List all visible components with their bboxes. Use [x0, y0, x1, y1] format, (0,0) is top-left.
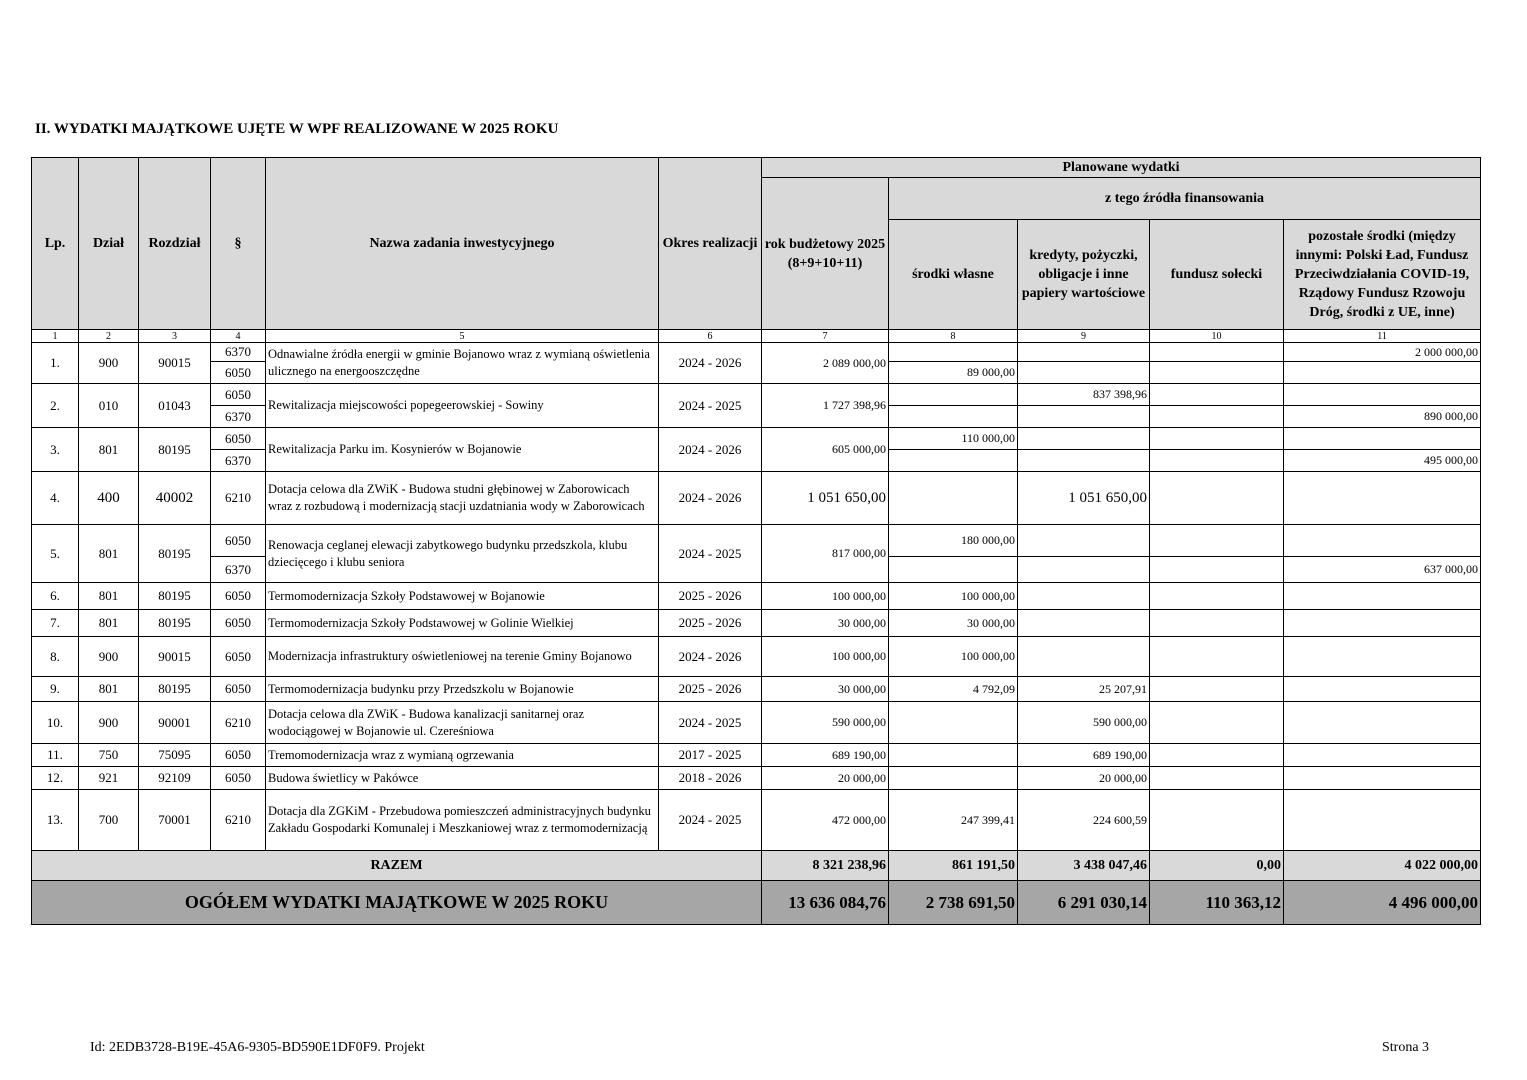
row-dzial: 900 [79, 343, 139, 384]
row-okres: 2024 - 2026 [659, 343, 762, 384]
row-fs [1150, 702, 1284, 744]
row-paragraf: 6050 [211, 637, 266, 677]
row-rozdzial: 01043 [139, 384, 211, 428]
row-nazwa: Termomodernizacja budynku przy Przedszkolu w Bojanowie [266, 677, 659, 702]
column-number: 5 [266, 330, 659, 343]
razem-fs: 0,00 [1150, 851, 1284, 881]
row-rok: 590 000,00 [762, 702, 889, 744]
table-row [32, 637, 1481, 677]
row-lp: 2. [32, 384, 79, 428]
row-rozdzial: 80195 [139, 583, 211, 610]
row-fs [1150, 767, 1284, 790]
razem-rok: 8 321 238,96 [762, 851, 889, 881]
row-fs [1150, 428, 1284, 450]
row-po [1284, 362, 1481, 384]
row-fs [1150, 362, 1284, 384]
table-row [32, 767, 1481, 790]
row-dzial: 700 [79, 790, 139, 851]
row-kr [1018, 450, 1150, 472]
table-row [32, 790, 1481, 851]
row-kr [1018, 583, 1150, 610]
table-row [32, 702, 1481, 744]
row-rok: 20 000,00 [762, 767, 889, 790]
table-row [32, 744, 1481, 767]
header-nazwa: Nazwa zadania inwestycyjnego [266, 158, 659, 330]
razem-kr: 3 438 047,46 [1018, 851, 1150, 881]
column-number: 4 [211, 330, 266, 343]
row-kr [1018, 428, 1150, 450]
row-kr: 590 000,00 [1018, 702, 1150, 744]
row-lp: 7. [32, 610, 79, 637]
row-fs [1150, 406, 1284, 428]
table-row [32, 583, 1481, 610]
row-nazwa: Budowa świetlicy w Pakówce [266, 767, 659, 790]
row-rozdzial: 90015 [139, 343, 211, 384]
footer-page: Strona 3 [1382, 1040, 1430, 1055]
row-sw: 89 000,00 [889, 362, 1018, 384]
header-paragraf: § [211, 158, 266, 330]
header-fundusz: fundusz sołecki [1150, 220, 1284, 330]
row-po [1284, 384, 1481, 406]
row-sw [889, 450, 1018, 472]
row-paragraf: 6050 [211, 767, 266, 790]
row-fs [1150, 744, 1284, 767]
footer-id: Id: 2EDB3728-B19E-45A6-9305-BD590E1DF0F9. Projekt [90, 1040, 425, 1055]
row-lp: 5. [32, 525, 79, 583]
row-dzial: 010 [79, 384, 139, 428]
row-po [1284, 525, 1481, 557]
row-paragraf: 6050 [211, 525, 266, 557]
row-kr: 224 600,59 [1018, 790, 1150, 851]
column-number: 3 [139, 330, 211, 343]
row-okres: 2024 - 2025 [659, 525, 762, 583]
row-lp: 10. [32, 702, 79, 744]
row-po [1284, 472, 1481, 525]
row-dzial: 400 [79, 472, 139, 525]
column-number: 2 [79, 330, 139, 343]
row-okres: 2024 - 2025 [659, 702, 762, 744]
row-sw [889, 767, 1018, 790]
row-fs [1150, 525, 1284, 557]
row-paragraf: 6050 [211, 362, 266, 384]
row-rok: 30 000,00 [762, 610, 889, 637]
row-nazwa: Dotacja celowa dla ZWiK - Budowa studni głębinowej w Zaborowicach wraz z rozbudową i modernizacją stacji uzdatniania wody w Zaborowicach [266, 472, 659, 525]
row-sw: 100 000,00 [889, 637, 1018, 677]
row-sw: 4 792,09 [889, 677, 1018, 702]
table-row [32, 384, 1481, 406]
row-nazwa: Rewitalizacja miejscowości popegeerowskiej - Sowiny [266, 384, 659, 428]
row-lp: 11. [32, 744, 79, 767]
row-dzial: 900 [79, 637, 139, 677]
row-okres: 2017 - 2025 [659, 744, 762, 767]
column-number: 11 [1284, 330, 1481, 343]
row-kr [1018, 525, 1150, 557]
column-number: 7 [762, 330, 889, 343]
row-lp: 8. [32, 637, 79, 677]
row-okres: 2025 - 2026 [659, 677, 762, 702]
row-rok: 100 000,00 [762, 637, 889, 677]
row-rok: 100 000,00 [762, 583, 889, 610]
row-rozdzial: 70001 [139, 790, 211, 851]
row-okres: 2024 - 2025 [659, 790, 762, 851]
row-rok: 817 000,00 [762, 525, 889, 583]
column-number: 9 [1018, 330, 1150, 343]
row-dzial: 801 [79, 525, 139, 583]
row-rozdzial: 80195 [139, 525, 211, 583]
row-paragraf: 6050 [211, 677, 266, 702]
table-row [32, 610, 1481, 637]
row-rozdzial: 80195 [139, 428, 211, 472]
row-nazwa: Termomodernizacja Szkoły Podstawowej w Golinie Wielkiej [266, 610, 659, 637]
table-row [32, 677, 1481, 702]
row-nazwa: Renowacja ceglanej elewacji zabytkowego budynku przedszkola, klubu dziecięcego i klubu seniora [266, 525, 659, 583]
row-lp: 9. [32, 677, 79, 702]
ogolem-label: OGÓŁEM WYDATKI MAJĄTKOWE W 2025 ROKU [32, 881, 762, 925]
row-po [1284, 610, 1481, 637]
row-sw: 30 000,00 [889, 610, 1018, 637]
ogolem-kr: 6 291 030,14 [1018, 881, 1150, 925]
row-po [1284, 767, 1481, 790]
row-okres: 2024 - 2026 [659, 428, 762, 472]
column-number: 8 [889, 330, 1018, 343]
row-paragraf: 6370 [211, 343, 266, 362]
row-paragraf: 6370 [211, 450, 266, 472]
row-rozdzial: 80195 [139, 610, 211, 637]
row-rok: 2 089 000,00 [762, 343, 889, 384]
row-kr [1018, 406, 1150, 428]
row-kr [1018, 343, 1150, 362]
table-row [32, 472, 1481, 525]
header-okres: Okres realizacji [659, 158, 762, 330]
row-po: 2 000 000,00 [1284, 343, 1481, 362]
row-dzial: 921 [79, 767, 139, 790]
row-kr [1018, 362, 1150, 384]
razem-po: 4 022 000,00 [1284, 851, 1481, 881]
row-rozdzial: 90001 [139, 702, 211, 744]
row-lp: 12. [32, 767, 79, 790]
row-fs [1150, 583, 1284, 610]
row-rozdzial: 40002 [139, 472, 211, 525]
row-sw: 247 399,41 [889, 790, 1018, 851]
row-rok: 605 000,00 [762, 428, 889, 472]
ogolem-fs: 110 363,12 [1150, 881, 1284, 925]
row-dzial: 750 [79, 744, 139, 767]
row-sw: 110 000,00 [889, 428, 1018, 450]
row-sw: 180 000,00 [889, 525, 1018, 557]
row-po [1284, 637, 1481, 677]
header-planowane: Planowane wydatki [762, 158, 1481, 178]
row-kr: 20 000,00 [1018, 767, 1150, 790]
table-row [32, 525, 1481, 557]
header-dzial: Dział [79, 158, 139, 330]
row-nazwa: Dotacja dla ZGKiM - Przebudowa pomieszczeń administracyjnych budynku Zakładu Gospodarki Komunalej i Meszkaniowej wraz z termomodernizacją [266, 790, 659, 851]
header-lp: Lp. [32, 158, 79, 330]
column-number: 10 [1150, 330, 1284, 343]
row-sw: 100 000,00 [889, 583, 1018, 610]
row-kr [1018, 610, 1150, 637]
row-paragraf: 6370 [211, 557, 266, 583]
row-po [1284, 428, 1481, 450]
row-fs [1150, 472, 1284, 525]
row-paragraf: 6050 [211, 610, 266, 637]
row-rozdzial: 80195 [139, 677, 211, 702]
row-po [1284, 677, 1481, 702]
row-sw [889, 406, 1018, 428]
row-kr: 25 207,91 [1018, 677, 1150, 702]
row-po [1284, 744, 1481, 767]
row-fs [1150, 557, 1284, 583]
row-fs [1150, 790, 1284, 851]
row-fs [1150, 677, 1284, 702]
row-kr [1018, 557, 1150, 583]
row-kr: 837 398,96 [1018, 384, 1150, 406]
header-srodki-wlasne: środki własne [889, 220, 1018, 330]
ogolem-sw: 2 738 691,50 [889, 881, 1018, 925]
ogolem-row [32, 881, 1481, 925]
row-paragraf: 6050 [211, 744, 266, 767]
row-paragraf: 6210 [211, 702, 266, 744]
row-po: 890 000,00 [1284, 406, 1481, 428]
row-po [1284, 790, 1481, 851]
row-paragraf: 6050 [211, 428, 266, 450]
row-kr: 1 051 650,00 [1018, 472, 1150, 525]
row-sw [889, 744, 1018, 767]
row-rozdzial: 92109 [139, 767, 211, 790]
row-paragraf: 6370 [211, 406, 266, 428]
row-dzial: 801 [79, 677, 139, 702]
header-rok: rok budżetowy 2025 (8+9+10+11) [762, 178, 889, 330]
table-row [32, 343, 1481, 362]
row-dzial: 801 [79, 583, 139, 610]
row-okres: 2018 - 2026 [659, 767, 762, 790]
row-rok: 30 000,00 [762, 677, 889, 702]
razem-label: RAZEM [32, 851, 762, 881]
page-title: II. WYDATKI MAJĄTKOWE UJĘTE W WPF REALIZOWANE W 2025 ROKU [35, 121, 559, 137]
ogolem-rok: 13 636 084,76 [762, 881, 889, 925]
row-okres: 2025 - 2026 [659, 610, 762, 637]
column-number: 6 [659, 330, 762, 343]
row-nazwa: Tremomodernizacja wraz z wymianą ogrzewania [266, 744, 659, 767]
row-sw [889, 343, 1018, 362]
row-po [1284, 702, 1481, 744]
row-nazwa: Dotacja celowa dla ZWiK - Budowa kanalizacji sanitarnej oraz wodociągowej w Bojanowie ul. Czereśniowa [266, 702, 659, 744]
header-pozostale: pozostałe środki (między innymi: Polski Ład, Fundusz Przeciwdziałania COVID-19, Rządowy Fundusz Rzowoju Dróg, środki z UE, inne) [1284, 220, 1481, 330]
investment-table [31, 157, 1481, 925]
row-fs [1150, 450, 1284, 472]
row-okres: 2024 - 2026 [659, 472, 762, 525]
row-po [1284, 583, 1481, 610]
razem-row [32, 851, 1481, 881]
row-rok: 1 727 398,96 [762, 384, 889, 428]
row-lp: 13. [32, 790, 79, 851]
row-lp: 1. [32, 343, 79, 384]
row-rozdzial: 75095 [139, 744, 211, 767]
row-okres: 2025 - 2026 [659, 583, 762, 610]
row-rok: 689 190,00 [762, 744, 889, 767]
row-rozdzial: 90015 [139, 637, 211, 677]
row-paragraf: 6210 [211, 472, 266, 525]
row-sw [889, 557, 1018, 583]
column-number: 1 [32, 330, 79, 343]
table-row [32, 428, 1481, 450]
row-sw [889, 702, 1018, 744]
row-rok: 1 051 650,00 [762, 472, 889, 525]
row-nazwa: Modernizacja infrastruktury oświetleniowej na terenie Gminy Bojanowo [266, 637, 659, 677]
row-po: 495 000,00 [1284, 450, 1481, 472]
row-sw [889, 384, 1018, 406]
row-lp: 6. [32, 583, 79, 610]
row-lp: 4. [32, 472, 79, 525]
row-kr: 689 190,00 [1018, 744, 1150, 767]
row-nazwa: Odnawialne źródła energii w gminie Bojanowo wraz z wymianą oświetlenia ulicznego na energooszczędne [266, 343, 659, 384]
column-number-row [32, 330, 1481, 343]
row-paragraf: 6050 [211, 583, 266, 610]
ogolem-po: 4 496 000,00 [1284, 881, 1481, 925]
row-rok: 472 000,00 [762, 790, 889, 851]
row-fs [1150, 637, 1284, 677]
row-po: 637 000,00 [1284, 557, 1481, 583]
row-kr [1018, 637, 1150, 677]
row-okres: 2024 - 2025 [659, 384, 762, 428]
row-lp: 3. [32, 428, 79, 472]
row-paragraf: 6050 [211, 384, 266, 406]
header-rozdzial: Rozdział [139, 158, 211, 330]
row-dzial: 801 [79, 610, 139, 637]
header-z-tego: z tego źródła finansowania [889, 178, 1481, 220]
row-fs [1150, 610, 1284, 637]
razem-sw: 861 191,50 [889, 851, 1018, 881]
row-okres: 2024 - 2026 [659, 637, 762, 677]
row-sw [889, 472, 1018, 525]
row-dzial: 801 [79, 428, 139, 472]
row-fs [1150, 384, 1284, 406]
row-fs [1150, 343, 1284, 362]
row-nazwa: Rewitalizacja Parku im. Kosynierów w Bojanowie [266, 428, 659, 472]
row-dzial: 900 [79, 702, 139, 744]
row-paragraf: 6210 [211, 790, 266, 851]
row-nazwa: Termomodernizacja Szkoły Podstawowej w Bojanowie [266, 583, 659, 610]
header-kredyty: kredyty, pożyczki, obligacje i inne papiery wartościowe [1018, 220, 1150, 330]
